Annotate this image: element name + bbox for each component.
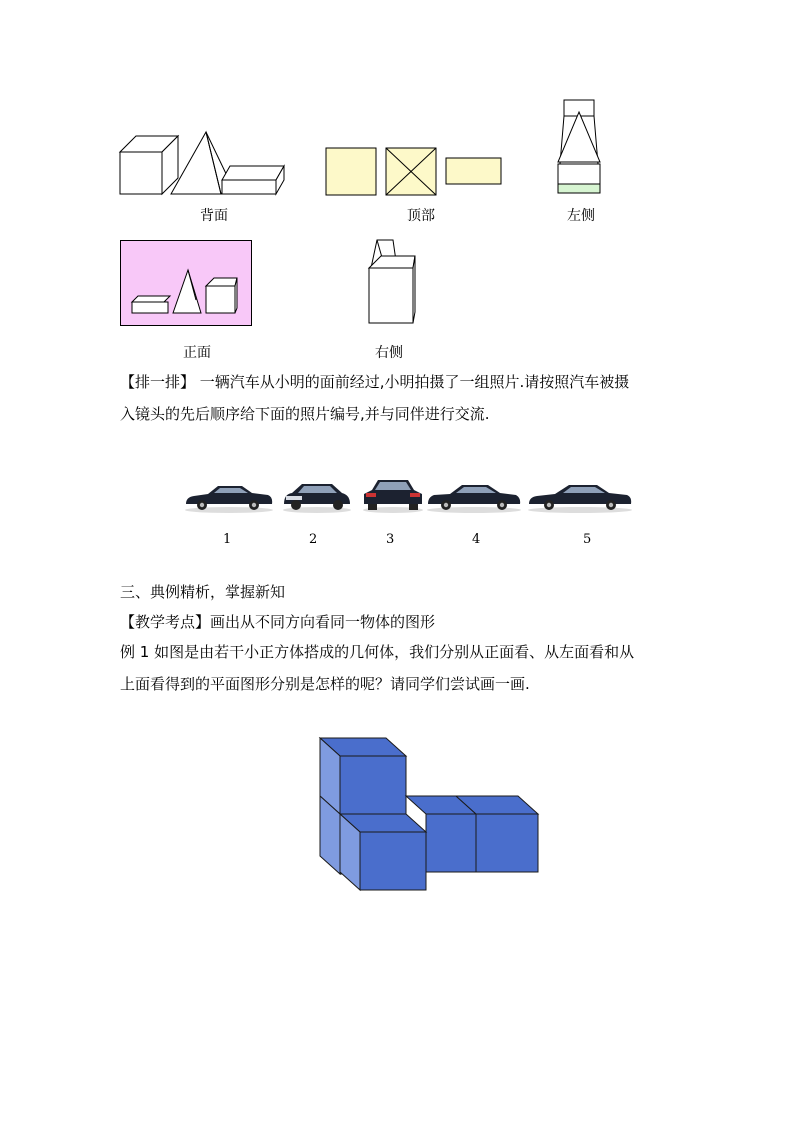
- car-photo-1: [184, 480, 274, 514]
- car-label-4: 4: [472, 532, 481, 547]
- section-heading: 三、典例精析，掌握新知: [120, 583, 286, 601]
- car-label-1: 1: [223, 532, 232, 547]
- car-label-3: 3: [386, 532, 395, 547]
- activity-line-2: 入镜头的先后顺序给下面的照片编号,并与同伴进行交流.: [120, 405, 490, 423]
- car-label-2: 2: [309, 532, 318, 547]
- right-view-figure: [363, 236, 419, 328]
- teaching-point-text: 画出从不同方向看同一物体的图形: [210, 613, 436, 631]
- teaching-point-label: 【教学考点】: [120, 613, 211, 631]
- activity-line-1: 【排一排】 一辆汽车从小明的面前经过,小明拍摄了一组照片.请按照汽车被摄: [120, 373, 630, 391]
- example-line-2: 上面看得到的平面图形分别是怎样的呢？请同学们尝试画一画.: [120, 675, 530, 693]
- right-view-caption: 右侧: [375, 345, 403, 361]
- cube-structure-figure: [318, 736, 542, 892]
- front-view-caption: 正面: [183, 345, 211, 361]
- left-view-caption: 左侧: [567, 208, 595, 224]
- car-photo-2: [282, 478, 352, 514]
- car-photo-3: [362, 476, 424, 514]
- left-view-figure: [556, 98, 606, 198]
- car-label-5: 5: [583, 532, 592, 547]
- back-view-figure: [118, 130, 288, 200]
- example-line-1: 例 1 如图是由若干小正方体搭成的几何体，我们分别从正面看、从左面看和从: [120, 643, 635, 661]
- car-photo-5: [527, 480, 633, 514]
- teaching-point: [120, 607, 435, 637]
- top-view-figure: [325, 146, 505, 198]
- back-view-caption: 背面: [200, 208, 228, 224]
- car-photo-4: [426, 480, 522, 514]
- front-view-figure: [120, 240, 253, 327]
- top-view-caption: 顶部: [407, 208, 435, 224]
